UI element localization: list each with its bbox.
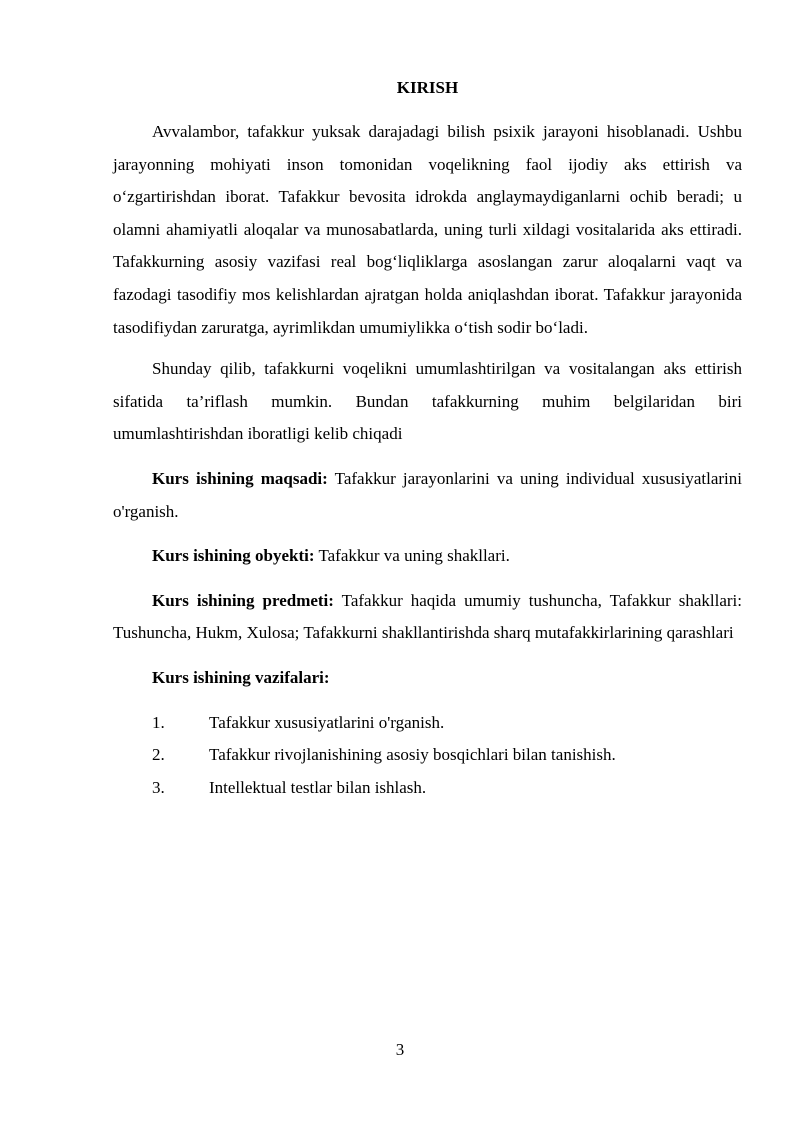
object-text: Tafakkur va uning shakllari.: [314, 546, 510, 566]
subject-label: Kurs ishining predmeti:: [152, 590, 334, 610]
goal-paragraph: [113, 463, 742, 528]
list-item-number: 1.: [152, 712, 165, 732]
list-item-number: 3.: [152, 777, 165, 797]
subject-text: Tafakkur haqida umumiy tushuncha, Tafakkur shakllari: Tushuncha, Hukm, Xulosa; Tafakkurni shakllantirishda sharq mutafakkirlarining qarashlari: [113, 590, 743, 643]
list-item: [113, 739, 742, 772]
object-label: Kurs ishining obyekti:: [152, 546, 315, 566]
list-item-text: Tafakkur rivojlanishining asosiy bosqichlari bilan tanishish.: [209, 745, 616, 765]
page-content: [113, 72, 742, 804]
object-paragraph: [113, 540, 742, 573]
subject-paragraph: [113, 585, 742, 650]
section-heading: KIRISH: [396, 78, 459, 97]
list-item-text: Tafakkur xususiyatlarini o'rganish.: [209, 712, 445, 732]
list-item-number: 2.: [152, 745, 165, 765]
goal-text: Tafakkur jarayonlarini va uning individual xususiyatlarini o'rganish.: [113, 468, 742, 521]
tasks-heading-paragraph: [113, 662, 742, 695]
page-number: 3: [395, 1040, 405, 1059]
list-item-text: Intellektual testlar bilan ishlash.: [209, 777, 427, 797]
tasks-list: [113, 707, 742, 805]
tasks-label: Kurs ishining vazifalari:: [152, 667, 330, 687]
intro-paragraph-1: Avvalambor, tafakkur yuksak darajadagi bilish psixik jarayoni hisoblanadi. Ushbu jarayonning mohiyati inson tomonidan voqelikning faol ijodiy aks ettirish va o‘zgartirishdan iborat. Tafakkur bevosita idrokda anglaymaydiganlarni ochib beradi; u olamni ahamiyatli aloqalar va munosabatlarda, uning turli xildagi vositalarida aks ettiradi. Tafakkurning asosiy vazifasi real bog‘liqliklarga asoslangan zarur aloqalarni vaqt va fazodagi tasodifiy mos kelishlardan ajratgan holda aniqlashdan iborat. Tafakkur jarayonida tasodifiydan zaruratga, ayrimlikdan umumiylikka o‘tish sodir bo‘ladi.: [113, 122, 742, 337]
list-item: [113, 707, 742, 740]
list-item: [113, 772, 742, 805]
intro-paragraph-2: Shunday qilib, tafakkurni voqelikni umumlashtirilgan va vositalangan aks ettirish sifatida ta’riflash mumkin. Bundan tafakkurning muhim belgilaridan biri umumlashtirishdan iboratligi kelib chiqadi: [113, 359, 742, 444]
goal-label: Kurs ishining maqsadi:: [152, 468, 328, 488]
